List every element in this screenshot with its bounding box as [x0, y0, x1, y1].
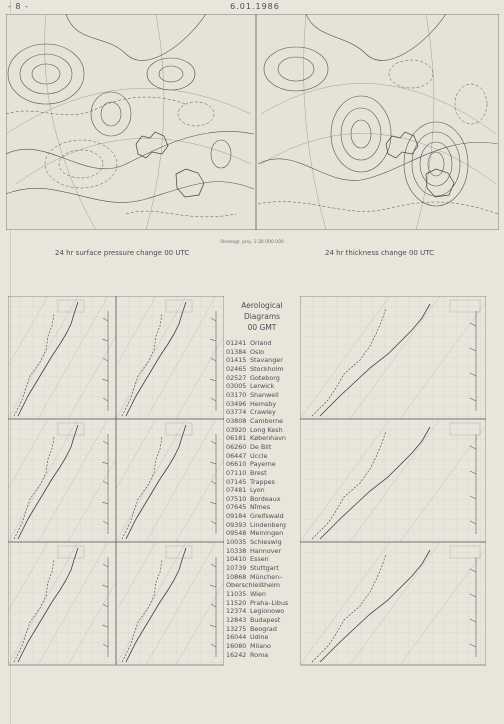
page-number: - 8 - [8, 2, 29, 11]
station-row [226, 365, 298, 374]
station-id: 13275 [226, 624, 247, 633]
station-name: Beograd [250, 624, 277, 633]
station-row [226, 521, 298, 530]
station-row [226, 616, 298, 625]
legend-title-line1: Aerological [241, 301, 283, 310]
station-name: Essen [250, 555, 269, 564]
station-row [226, 495, 298, 504]
station-row [226, 382, 298, 391]
station-row [226, 374, 298, 383]
station-id: 03774 [226, 408, 247, 417]
station-name: Nîmes [250, 503, 271, 512]
station-row [226, 564, 298, 573]
station-row [226, 642, 298, 651]
aerological-diagrams-right [300, 296, 486, 666]
station-row [226, 469, 298, 478]
station-id: 10338 [226, 546, 247, 555]
station-id: 09548 [226, 529, 247, 538]
station-name: Oberschleißheim [226, 581, 281, 590]
station-name: Praha–Libus [250, 598, 289, 607]
station-row [226, 599, 298, 608]
station-id: 10739 [226, 564, 247, 573]
page-date: 6.01.1986 [230, 2, 280, 11]
station-id: 01384 [226, 347, 247, 356]
station-name: Camborne [250, 416, 284, 425]
station-row [226, 426, 298, 435]
projection-note: Stereogr. proj. 1:30 000 000 [220, 240, 284, 245]
station-row [226, 460, 298, 469]
station-id: 07145 [226, 477, 247, 486]
station-row [226, 478, 298, 487]
station-id: 06610 [226, 460, 247, 469]
station-name: Crawley [250, 408, 276, 417]
station-row [226, 443, 298, 452]
station-name: Lerwick [250, 382, 275, 391]
station-name: København [250, 434, 286, 443]
station-row [226, 607, 298, 616]
station-name: Long Kesh [250, 425, 283, 434]
station-name: Shanwell [250, 390, 279, 399]
station-name: Meiningen [250, 529, 284, 538]
station-name: Roma [250, 650, 269, 659]
station-id: 01241 [226, 339, 247, 347]
station-row [226, 529, 298, 538]
station-name: Stavanger [250, 356, 283, 365]
station-id: 03808 [226, 416, 247, 425]
station-id: 06181 [226, 434, 247, 443]
station-name: Payerne [250, 460, 276, 469]
station-row [226, 573, 298, 582]
station-id: 07110 [226, 468, 247, 477]
station-list [226, 339, 298, 659]
station-id: 11520 [226, 598, 247, 607]
station-name: Orland [250, 339, 272, 347]
station-name: Trappes [250, 477, 275, 486]
station-id: 16242 [226, 650, 247, 659]
station-row [226, 547, 298, 556]
station-id: 09393 [226, 520, 247, 529]
left-map-caption: 24 hr surface pressure change 00 UTC [55, 249, 190, 257]
station-row [226, 503, 298, 512]
station-row [226, 356, 298, 365]
station-id: 16044 [226, 633, 247, 642]
station-name: Stockholm [250, 364, 284, 373]
station-id: 02465 [226, 364, 247, 373]
station-name: Greifswald [250, 512, 284, 521]
station-id: 07481 [226, 486, 247, 495]
station-row [226, 590, 298, 599]
station-name: Lindenberg [250, 520, 286, 529]
station-id: 07645 [226, 503, 247, 512]
station-name: Udine [250, 633, 269, 642]
station-name: Stuttgart [250, 564, 279, 573]
station-row [226, 452, 298, 461]
station-row [226, 555, 298, 564]
station-row [226, 486, 298, 495]
station-id: 12843 [226, 616, 247, 624]
station-id: 02527 [226, 373, 247, 382]
station-name: Hemsby [250, 399, 277, 408]
station-row [226, 633, 298, 642]
station-id: 09184 [226, 512, 247, 521]
station-row [226, 391, 298, 400]
station-legend [226, 300, 298, 659]
station-id: 07510 [226, 494, 247, 503]
station-row [226, 417, 298, 426]
station-row [226, 512, 298, 521]
station-id: 03005 [226, 382, 247, 391]
station-id: 16080 [226, 641, 247, 650]
station-id: 06260 [226, 442, 247, 451]
legend-title-line3: 00 GMT [247, 323, 277, 332]
station-row [226, 434, 298, 443]
station-id: 11035 [226, 590, 247, 599]
station-name: De Bilt [250, 442, 272, 451]
station-name: Budapest [250, 616, 281, 624]
station-id: 12374 [226, 607, 247, 616]
station-id: 10868 [226, 572, 247, 581]
station-name: Legionowo [250, 607, 285, 616]
station-name: Milano [250, 641, 271, 650]
station-row [226, 651, 298, 660]
station-name: Hannover [250, 546, 282, 555]
station-row [226, 339, 298, 348]
station-name: Lyon [250, 486, 265, 495]
station-name: Brest [250, 468, 267, 477]
station-name: Wien [250, 590, 266, 599]
station-row [226, 538, 298, 547]
station-name: Uccle [250, 451, 268, 460]
station-id: 10410 [226, 555, 247, 564]
station-row [226, 625, 298, 634]
station-row [226, 408, 298, 417]
station-name: München– [250, 572, 283, 581]
aerological-diagrams-left [8, 296, 224, 666]
station-id: 03170 [226, 390, 247, 399]
weather-maps [6, 14, 499, 230]
station-id: 06447 [226, 451, 247, 460]
station-id: 10035 [226, 538, 247, 547]
station-name: Bordeaux [250, 494, 281, 503]
right-map-caption: 24 hr thickness change 00 UTC [325, 249, 434, 257]
station-id: 03496 [226, 399, 247, 408]
station-row [226, 581, 298, 590]
station-name: Oslo [250, 347, 265, 356]
station-name: Schleswig [250, 538, 282, 547]
station-id: 03920 [226, 425, 247, 434]
station-name: Goteborg [250, 373, 280, 382]
station-row [226, 400, 298, 409]
station-id: 01415 [226, 356, 247, 365]
legend-title-line2: Diagrams [243, 312, 281, 321]
station-row [226, 348, 298, 357]
